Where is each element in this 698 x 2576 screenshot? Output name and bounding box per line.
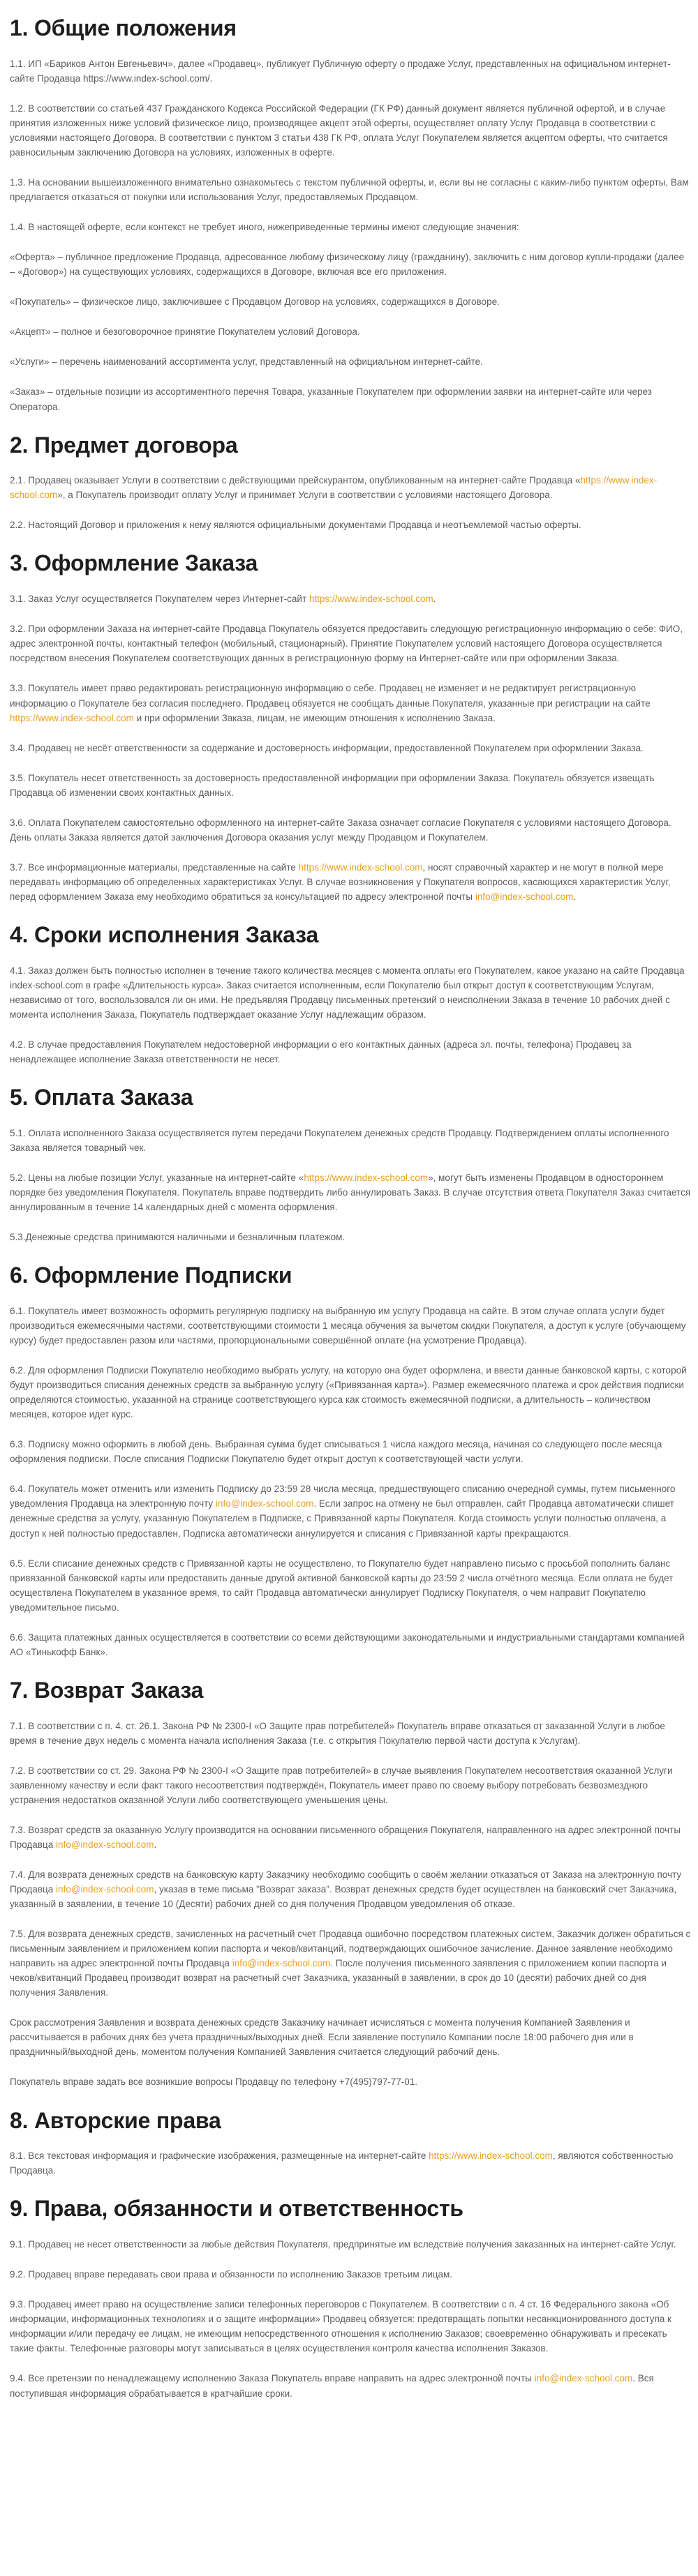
paragraph-text: и при оформлении Заказа, лицам, не имеющим отношения к исполнению Заказа. [133,712,496,723]
paragraph [10,175,691,204]
paragraph-text: 3.7. Все информационные материалы, представленные на сайте [10,861,299,873]
section-1 [10,15,691,414]
paragraph [10,2267,691,2282]
section-4 [10,922,691,1067]
paragraph-text: 7.3. Возврат средств за оказанную Услугу производится на основании письменного обращения Покупателя, направленного на адрес электронной почты Продавца [10,1824,681,1850]
paragraph [10,741,691,755]
section-2 [10,432,691,533]
paragraph-text: 1.3. На основании вышеизложенного внимательно ознакомьтесь с текстом публичной оферты, и, если вы не согласны с каким-либо пунктом оферты, Вам предлагается отказаться от покупки или использования Услуг, предоставляемых Продавцом. [10,177,689,203]
paragraph [10,771,691,800]
paragraph-text: 2.1. Продавец оказывает Услуги в соответствии с действующими прейскурантом, опубликованным на интернет-сайте Продавца « [10,475,581,486]
section-6 [10,1263,691,1659]
section-3 [10,550,691,904]
paragraph-text: 4.2. В случае предоставления Покупателем недостоверной информации о его контактных данных (адреса эл. почты, телефона) Продавец за ненадлежащее исполнение Заказа ответственности не несет. [10,1039,632,1065]
paragraph [10,473,691,502]
site-link[interactable]: https://www.index-school.com [298,861,423,873]
paragraph [10,860,691,904]
paragraph-text: 1.2. В соответствии со статьей 437 Гражданского Кодекса Российской Федерации (ГК РФ) данный документ является публичной офертой, и в случае принятия изложенных ниже условий физическое лицо, производящее акцепт этой оферты, осуществляет оплату Услуг Продавца в соответствии с условиями настоящего Договора. В соответствии с пунктом 3 статьи 438 ГК РФ, оплата Услуг Покупателем является акцептом оферты, что считается равносильным заключению Договора на условиях, изложенных в оферте. [10,103,668,158]
paragraph [10,1304,691,1348]
paragraph-text: . [154,1839,157,1850]
paragraph-text: 3.3. Покупатель имеет право редактировать регистрационную информацию о себе. Продавец не изменяет и не редактирует регистрационную информацию о Покупателе без согласия последнего. Продавец обязуется не сообщать данные Покупателя, указанные при регистрации на сайте [10,683,651,709]
paragraph [10,1126,691,1155]
paragraph [10,1437,691,1466]
paragraph [10,1037,691,1067]
paragraph [10,1719,691,1748]
paragraph [10,354,691,369]
email-link[interactable]: info@index-school.com [534,2373,633,2384]
paragraph-text: 1.4. В настоящей оферте, если контекст не требует иного, нижеприведенные термины имеют следующие значения: [10,222,519,233]
paragraph [10,1823,691,1852]
paragraph [10,622,691,665]
paragraph [10,963,691,1022]
paragraph [10,2074,691,2089]
paragraph-text: Покупатель вправе задать все возникшие вопросы Продавцу по телефону +7(495)797-77-01. [10,2077,418,2088]
paragraph [10,2371,691,2400]
email-link[interactable]: info@index-school.com [232,1958,331,1969]
paragraph [10,592,691,606]
section-5 [10,1085,691,1244]
site-link[interactable]: https://www.index-school.com [304,1172,429,1183]
site-link[interactable]: https://www.index-school.com [309,594,433,605]
paragraph [10,815,691,845]
paragraph-text: , указав в теме письма "Возврат заказа". Возврат денежных средств будет осуществлен на банковский счет Заказчика, указанный в заявлении, в течение 10 (Десяти) рабочих дней со дня получения Продавцом уведомления об отказе. [10,1884,677,1910]
section-title: 9. Права, обязанности и ответственность [10,2196,463,2222]
section-title: 5. Оплата Заказа [10,1085,193,1110]
paragraph-text: . [433,594,436,605]
section-8 [10,2108,691,2178]
paragraph-text: 6.6. Защита платежных данных осуществляется в соответствии со всеми действующими законодательными и индустриальными стандартами компанией АО «Тинькофф Банк». [10,1632,685,1657]
email-link[interactable]: info@index-school.com [215,1498,314,1509]
paragraph [10,1927,691,2000]
paragraph-text: , являются собственностью Продавца. [10,2151,674,2176]
section-title: 1. Общие положения [10,15,237,40]
paragraph-text: 6.5. Если списание денежных средств с Привязанной карты не осуществлено, то Покупателю будет направлено письмо с просьбой пополнить баланс привязанной банковской карты или предоставить данные другой активной банковской карты до 23:59 2 числа отчётного месяца. Если оплата не будет осуществлена Покупателем в указанное время, то сайт Продавца автоматически аннулирует Подписку Покупателя, о чем направит Покупателю уведомительное письмо. [10,1558,674,1613]
paragraph-text: 9.4. Все претензии по ненадлежащему исполнению Заказа Покупатель вправе направить на адрес электронной почты [10,2373,535,2384]
paragraph-text: 6.4. Покупатель может отменить или изменить Подписку до 23:59 28 числа месяца, предшествующего списанию очередной суммы, путем письменного уведомления Продавца на электронную почту [10,1484,676,1509]
paragraph [10,250,691,279]
email-link[interactable]: info@index-school.com [475,891,574,902]
paragraph [10,1363,691,1422]
paragraph-text: 9.2. Продавец вправе передавать свои права и обязанности по исполнению Заказов третьим лицам. [10,2269,453,2280]
paragraph [10,1230,691,1244]
paragraph [10,324,691,339]
paragraph-text: 9.3. Продавец имеет право на осуществление записи телефонных переговоров с Покупателем. В соответствии с п. 4 ст. 16 Федерального закона «Об информации, информационных технологиях и о защите информации» Продавец обязуется: предотвращать попытки несанкционированного доступа к информации и/или передачу ее лицам, не имеющим непосредственного отношения к исполнению Заказов; своевременно обнаруживать и пресекать такие факты. Телефонные разговоры могут записываться в целях осуществления контроля качества исполнения Заказов. [10,2299,671,2354]
paragraph-text: », могут быть изменены Продавцом в одностороннем порядке без уведомления Покупателя. Покупатель вправе подтвердить либо аннулировать Заказ. В случае отсутствия ответа Покупателя Заказ считается аннулированным в течение 14 календарных дней с момента оформления. [10,1172,691,1213]
section-9 [10,2196,691,2400]
paragraph [10,1556,691,1615]
paragraph-text: 6.2. Для оформления Подписки Покупателю необходимо выбрать услугу, на которую она будет оформлена, и ввести данные банковской карты, с которой будут производиться списания денежных средств за выбранную услугу («Привязанная карта»). Размер ежемесячного платежа и срок действия подписки определяются стоимостью, указанной на странице соответствующего курса как стоимость ежемесячной подписки, а длительность – количеством месяцев, которое идет курс. [10,1365,687,1420]
paragraph-text: , носят справочный характер и не могут в полной мере передавать информацию об определенных характеристиках Услуг. В случае возникновения у Покупателя вопросов, касающихся характеристик Услуг, перед оформлением Заказа ему необходимо обратиться за консультацией по адресу электронной почты [10,861,671,902]
site-link[interactable]: https://www.index-school.com [10,712,134,723]
paragraph-text: 3.2. При оформлении Заказа на интернет-сайте Продавца Покупатель обязуется предоставить следующую регистрационную информацию о себе: ФИО, адрес электронной почты, контактный телефон (мобильный, стационарный). Принятие Покупателем условий настоящего Договора осуществляется посредством внесения Покупателем соответствующих данных в регистрационную форму на Интернет-сайте или при оформлении Заказа. [10,624,683,664]
paragraph-text: . [573,891,577,902]
paragraph [10,1170,691,1214]
paragraph [10,518,691,532]
paragraph-text: 5.1. Оплата исполненного Заказа осуществляется путем передачи Покупателем денежных средств Продавцу. Подтверждением оплаты исполненного Заказа является товарный чек. [10,1127,669,1153]
paragraph [10,1630,691,1659]
paragraph-text: 7.2. В соответствии со ст. 29. Закона РФ № 2300-I «О Защите прав потребителей» в случае выявления Покупателем несоответствия оказанной Услуги заявленному качеству и если факт такого несоответствия подтверждён, Покупатель имеет право по своему выбору потребовать безвозмездного устранения недостатков оказанной Услуги либо соответствующего уменьшения цены. [10,1765,673,1805]
paragraph [10,1482,691,1540]
paragraph-text: 7.1. В соответствии с п. 4. ст. 26.1. Закона РФ № 2300-I «О Защите прав потребителей» Покупатель вправе отказаться от заказанной Услуги в любое время в течение двух недель с момента начала исполнения Заказа (т.е. с открытия Покупателю первой части доступа к Услугам). [10,1720,665,1746]
paragraph-text: », а Покупатель производит оплату Услуг и принимает Услуги в соответствии с условиями настоящего Договора. [57,490,553,501]
paragraph [10,57,691,86]
paragraph [10,1763,691,1807]
paragraph [10,220,691,234]
section-title: 2. Предмет договора [10,432,238,458]
paragraph [10,2297,691,2356]
paragraph-text: 3.1. Заказ Услуг осуществляется Покупателем через Интернет-сайт [10,594,309,605]
paragraph-text: 9.1. Продавец не несет ответственности за любые действия Покупателя, предпринятые им вследствие получения заказанных на интернет-сайте Услуг. [10,2239,676,2250]
paragraph-text: . Если запрос на отмену не был отправлен, сайт Продавца автоматически спишет денежные средства за услугу, указанную Покупателем в Подписке, с Привязанной карты Покупателя. Когда стоимость услуги полностью оплачена, а доступ к ней полностью предоставлен, Подписка автоматически аннулируется и списания с Привязанной карты прекращаются. [10,1498,674,1539]
paragraph-text: 3.5. Покупатель несет ответственность за достоверность предоставленной информации при оформлении Заказа. Покупатель обязуется извещать Продавца об изменении своих контактных данных. [10,772,655,798]
email-link[interactable]: info@index-school.com [55,1839,154,1850]
paragraph [10,294,691,309]
paragraph-text: 2.2. Настоящий Договор и приложения к нему являются официальными документами Продавца и неотъемлемой частью оферты. [10,520,581,531]
paragraph-text: 5.2. Цены на любые позиции Услуг, указанные на интернет-сайте « [10,1172,304,1183]
paragraph-text: 6.1. Покупатель имеет возможность оформить регулярную подписку на выбранную им услугу Продавца на сайте. В этом случае оплата услуги будет производиться ежемесячными частями, соответствующими стоимости 1 месяца обучения за вычетом скидки Покупателя, а доступ к услуге (обучающему курсу) будет предоставлен разом или частями, пропорциональными совершённой оплате (на усмотрение Продавца). [10,1305,686,1346]
paragraph [10,2015,691,2059]
paragraph [10,1867,691,1911]
section-title: 4. Сроки исполнения Заказа [10,921,319,947]
paragraph [10,2148,691,2178]
paragraph-text: . Вся поступившая информация обрабатывается в кратчайшие сроки. [10,2373,654,2399]
paragraph-text: 6.3. Подписку можно оформить в любой день. Выбранная сумма будет списываться 1 числа каждого месяца, начиная со следующего после месяца оформления подписки. После списания Подписки Покупателю будет открыт доступ к соответствующей части услуги. [10,1439,662,1465]
paragraph-text: 1.1. ИП «Бариков Антон Евгеньевич», далее «Продавец», публикует Публичную оферту о продаже Услуг, представленных на официальном интернет-сайте Продавца https://www.index-school.com/. [10,58,671,84]
paragraph-text: «Заказ» – отдельные позиции из ассортиментного перечня Товара, указанные Покупателем при оформлении заявки на интернет-сайте или через Оператора. [10,386,652,412]
paragraph-text: . После получения письменного заявления с приложением копии паспорта и чеков/квитанций Продавец производит возврат на расчетный счет Заказчика, указанный в заявлении, в срок до 10 (десяти) рабочих дней со дня получения Заявления. [10,1958,667,1998]
paragraph-text: 3.6. Оплата Покупателем самостоятельно оформленного на интернет-сайте Заказа означает согласие Покупателя с условиями настоящего Договора. День оплаты Заказа является датой заключения Договора оказания услуг между Продавцом и Покупателем. [10,817,671,843]
paragraph-text: «Оферта» – публичное предложение Продавца, адресованное любому физическому лицу (гражданину), заключить с ним договор купли-продажи (далее – «Договор») на существующих условиях, содержащихся в Договоре, включая все его приложения. [10,252,685,278]
section-title: 8. Авторские права [10,2107,221,2133]
paragraph-text: 7.4. Для возврата денежных средств на банковскую карту Заказчику необходимо сообщить о своём желании отказаться от Заказа на электронную почту Продавца [10,1869,682,1895]
section-title: 6. Оформление Подписки [10,1263,292,1288]
email-link[interactable]: info@index-school.com [55,1884,154,1895]
paragraph-text: 7.5. Для возврата денежных средств, зачисленных на расчетный счет Продавца ошибочно посредством платежных систем, Заказчик должен обратиться с письменным заявлением и приложением копии паспорта и чеков/квитанций, подтверждающих ошибочное зачисление. Данное заявление необходимо направить на адрес электронной почты Продавца [10,1929,691,1969]
paragraph-text: 4.1. Заказ должен быть полностью исполнен в течение такого количества месяцев с момента оплаты его Покупателем, какое указано на сайте Продавца index-school.com в графе «Длительность курса». Заказ считается исполненным, если Покупателю был открыт доступ к соответствующим Услугам, независимо от того, воспользовался ли он ими. Не предъявляя Продавцу письменных претензий о неисполнении Заказа в течение 10 рабочих дней с момента исполнения Заказа, Покупатель подтверждает оказание Услуг надлежащим образом. [10,965,685,1020]
paragraph [10,681,691,725]
paragraph-text: «Услуги» – перечень наименований ассортимента услуг, представленный на официальном интернет-сайте. [10,356,483,368]
site-link[interactable]: https://www.index-school.com [429,2151,553,2162]
paragraph-text: 5.3.Денежные средства принимаются наличными и безналичным платежом. [10,1232,346,1243]
paragraph-text: «Акцепт» – полное и безоговорочное принятие Покупателем условий Договора. [10,326,360,338]
paragraph [10,2237,691,2252]
section-title: 7. Возврат Заказа [10,1677,204,1703]
paragraph-text: 8.1. Вся текстовая информация и графические изображения, размещенные на интернет-сайте [10,2151,429,2162]
paragraph [10,101,691,160]
site-link[interactable]: https://www.index-school.com [10,475,658,501]
paragraph-text: 3.4. Продавец не несёт ответственности за содержание и достоверность информации, предоставленной Покупателем при оформлении Заказа. [10,742,644,753]
section-title: 3. Оформление Заказа [10,550,258,576]
paragraph-text: Срок рассмотрения Заявления и возврата денежных средств Заказчику начинает исчисляться с момента получения Компанией Заявления и рассчитывается в рабочих днях без учета праздничных/выходных дней. Если заявление поступило Компании после 18:00 рабочего дня или в праздничный/выходной день, моментом получения Компанией Заявления считается следующий рабочий день. [10,2017,634,2058]
paragraph-text: «Покупатель» – физическое лицо, заключившее с Продавцом Договор на условиях, содержащихся в Договоре. [10,296,500,308]
paragraph [10,384,691,414]
section-7 [10,1678,691,2090]
